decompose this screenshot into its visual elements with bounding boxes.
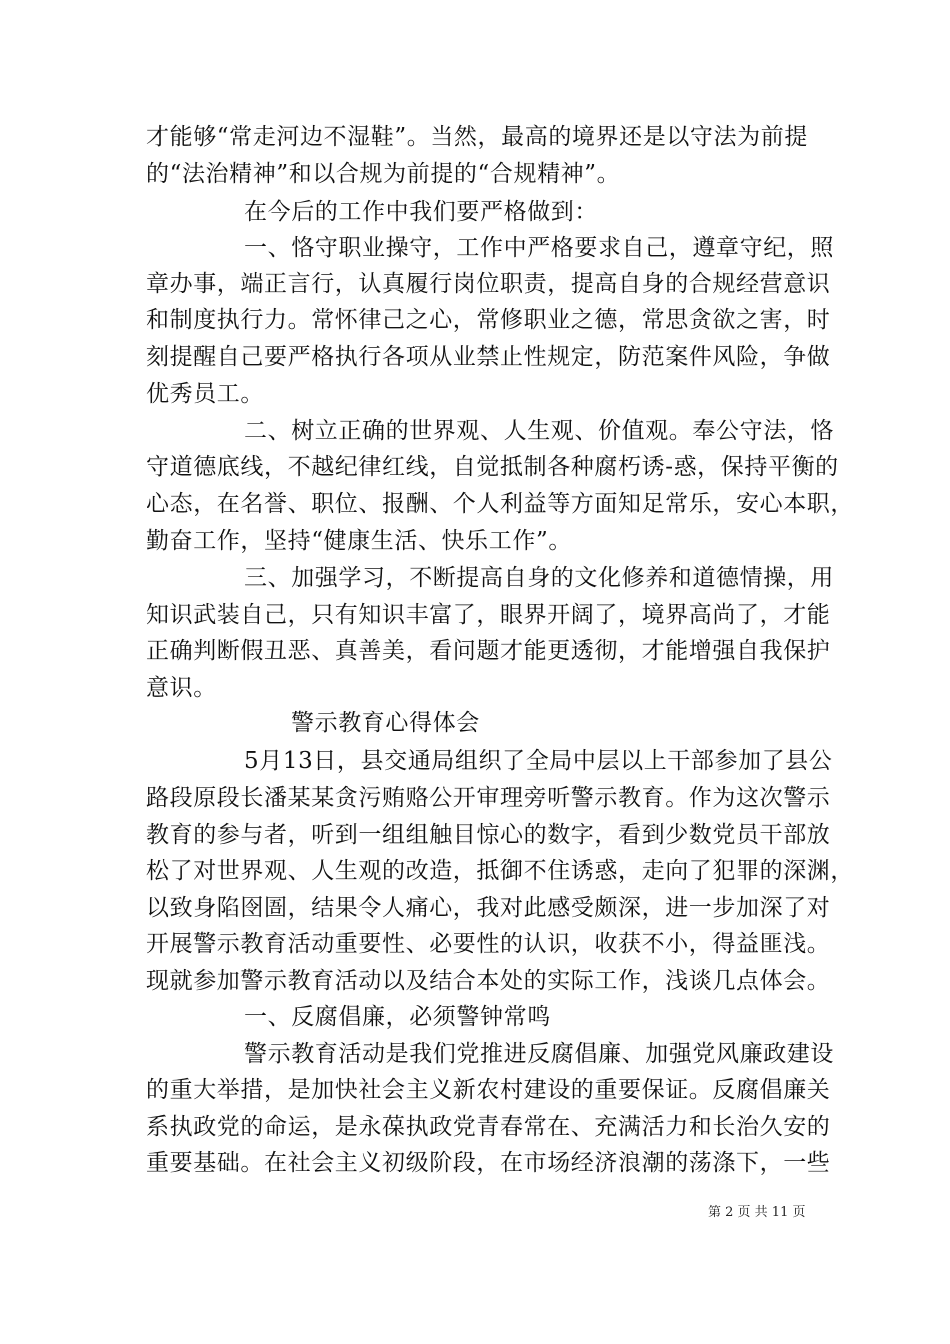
text-line: 重要基础。在社会主义初级阶段，在市场经济浪潮的荡涤下，一些 [146,1150,831,1176]
text-line: 一、恪守职业操守，工作中严格要求自己，遵章守纪，照 [244,235,834,261]
text-line: 开展警示教育活动重要性、必要性的认识，收获不小，得益匪浅。 [146,931,831,957]
text-line: 才能够“常走河边不湿鞋”。当然，最高的境界还是以守法为前提 [146,124,808,150]
text-line: 路段原段长潘某某贪污贿赂公开审理旁听警示教育。作为这次警示 [146,785,831,811]
text-line: 教育的参与者，听到一组组触目惊心的数字，看到少数党员干部放 [146,822,831,848]
text-line: 守道德底线，不越纪律红线，自觉抵制各种腐朽诱-惑，保持平衡的 [146,454,839,480]
page-number-footer: 第 2 页 共 11 页 [708,1205,806,1220]
text-line: 的“法治精神”和以合规为前提的“合规精神”。 [146,161,621,187]
text-line: 松了对世界观、人生观的改造，抵御不住诱惑，走向了犯罪的深渊， [146,858,854,884]
text-line: 5月13日，县交通局组织了全局中层以上干部参加了县公 [244,748,833,774]
section-title: 警示教育心得体会 [291,710,480,736]
text-line: 正确判断假丑恶、真善美，看问题才能更透彻，才能增强自我保护 [146,638,831,664]
subsection-heading: 一、反腐倡廉，必须警钟常鸣 [244,1004,551,1030]
text-line: 在今后的工作中我们要严格做到： [244,199,598,225]
text-line: 刻提醒自己要严格执行各项从业禁止性规定，防范案件风险，争做 [146,344,831,370]
text-line: 知识武装自己，只有知识丰富了，眼界开阔了，境界高尚了，才能 [146,602,831,628]
text-line: 心态，在名誉、职位、报酬、个人利益等方面知足常乐，安心本职， [146,491,854,517]
text-line: 警示教育活动是我们党推进反腐倡廉、加强党风廉政建设 [244,1041,834,1067]
text-line: 系执政党的命运，是永葆执政党青春常在、充满活力和长治久安的 [146,1114,831,1140]
text-line: 和制度执行力。常怀律己之心，常修职业之德，常思贪欲之害，时 [146,307,831,333]
text-line: 三、加强学习，不断提高自身的文化修养和道德情操，用 [244,565,834,591]
text-line: 章办事，端正言行，认真履行岗位职责，提高自身的合规经营意识 [146,271,831,297]
text-line: 意识。 [146,675,217,701]
text-line: 以致身陷囹圄，结果令人痛心，我对此感受颇深，进一步加深了对 [146,895,831,921]
text-line: 的重大举措，是加快社会主义新农村建设的重要保证。反腐倡廉关 [146,1077,831,1103]
text-line: 二、树立正确的世界观、人生观、价值观。奉公守法，恪 [244,418,834,444]
text-line: 优秀员工。 [146,381,264,407]
text-line: 勤奋工作，坚持“健康生活、快乐工作”。 [146,528,572,554]
text-line: 现就参加警示教育活动以及结合本处的实际工作，浅谈几点体会。 [146,968,831,994]
